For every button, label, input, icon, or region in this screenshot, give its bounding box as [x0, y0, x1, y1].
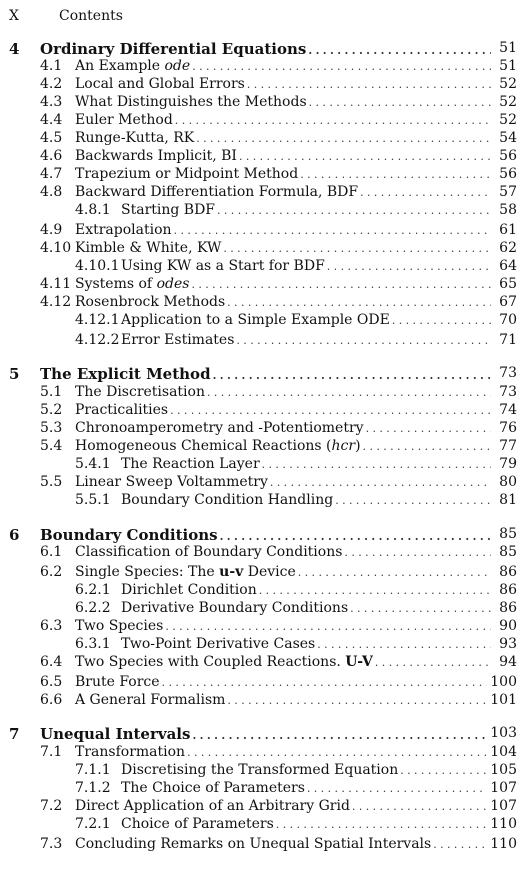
- toc-entry-title: Ordinary Differential Equations: [40, 40, 307, 58]
- toc-page-number: 80: [499, 474, 517, 490]
- dot-leader: [247, 78, 491, 91]
- toc-section-entry[interactable]: [0, 420, 531, 438]
- toc-entry-title: Dirichlet Condition: [121, 582, 257, 598]
- toc-entry-title: Chronoamperometry and -Potentiometry: [75, 420, 364, 436]
- dot-leader: [350, 602, 491, 615]
- toc-entry-title: Boundary Conditions: [40, 526, 218, 544]
- toc-subsection-entry[interactable]: [0, 202, 531, 220]
- toc-subsection-entry[interactable]: [0, 600, 531, 618]
- toc-page-number: 52: [499, 112, 517, 128]
- toc-entry-number: 4.5: [40, 130, 63, 146]
- toc-section-entry[interactable]: [0, 166, 531, 184]
- dot-leader: [174, 224, 491, 237]
- toc-entry-title: Homogeneous Chemical Reactions (hcr): [75, 438, 361, 454]
- toc-page-number: 73: [499, 384, 517, 400]
- toc-entry-number: 6.2.1: [75, 582, 111, 598]
- toc-section-entry[interactable]: [0, 474, 531, 492]
- dot-leader: [270, 476, 491, 489]
- toc-entry-title: Runge-Kutta, RK: [75, 130, 195, 146]
- toc-entry-title: Euler Method: [75, 112, 173, 128]
- toc-subsection-entry[interactable]: [0, 312, 531, 330]
- toc-section-entry[interactable]: [0, 94, 531, 112]
- toc-section-entry[interactable]: [0, 836, 531, 854]
- dot-leader: [170, 404, 491, 417]
- toc-chapter-entry[interactable]: [0, 526, 531, 544]
- toc-entry-number: 7.3: [40, 836, 63, 852]
- toc-section-entry[interactable]: [0, 438, 531, 456]
- toc-page-number: 57: [499, 184, 517, 200]
- toc-entry-title: Two Species: [75, 618, 164, 634]
- toc-section-entry[interactable]: [0, 674, 531, 692]
- toc-section-entry[interactable]: [0, 184, 531, 202]
- toc-entry-title: Backwards Implicit, BI: [75, 148, 237, 164]
- toc-entry-number: 4.10.1: [75, 258, 120, 274]
- toc-page-number: 85: [499, 544, 517, 560]
- toc-entry-title: Local and Global Errors: [75, 76, 245, 92]
- toc-page-number: 81: [499, 492, 517, 508]
- dot-leader: [298, 566, 491, 579]
- toc-entry-number: 4.1: [40, 58, 63, 74]
- dot-leader: [363, 440, 491, 453]
- dot-leader: [196, 132, 491, 145]
- toc-page-number: 52: [499, 94, 517, 110]
- toc-entry-title: Trapezium or Midpoint Method: [75, 166, 299, 182]
- toc-entry-number: 7.1: [40, 744, 63, 760]
- toc-entry-number: 4.12.1: [75, 312, 120, 328]
- dot-leader: [239, 150, 491, 163]
- toc-entry-title: Choice of Parameters: [121, 816, 274, 832]
- toc-entry-number: 5: [9, 365, 20, 383]
- toc-entry-number: 7.2.1: [75, 816, 111, 832]
- toc-entry-title: Direct Application of an Arbitrary Grid: [75, 798, 350, 814]
- toc-entry-number: 4.4: [40, 112, 63, 128]
- toc-page-number: 110: [490, 836, 517, 852]
- toc-page-number: 58: [499, 202, 517, 218]
- dot-leader: [259, 584, 491, 597]
- toc-page-number: 90: [499, 618, 517, 634]
- header-title: Contents: [59, 8, 123, 24]
- toc-page-number: 107: [490, 780, 517, 796]
- dot-leader: [352, 800, 487, 813]
- toc-entry-number: 5.1: [40, 384, 63, 400]
- dot-leader: [187, 746, 487, 759]
- toc-entry-number: 6.1: [40, 544, 63, 560]
- dot-leader: [220, 530, 491, 543]
- toc-entry-title: The Reaction Layer: [121, 456, 260, 472]
- dot-leader: [308, 44, 491, 57]
- dot-leader: [207, 386, 491, 399]
- toc-entry-number: 4.2: [40, 76, 63, 92]
- toc-chapter-entry[interactable]: [0, 365, 531, 383]
- toc-page-number: 70: [499, 312, 517, 328]
- toc-section-entry[interactable]: [0, 402, 531, 420]
- toc-section-entry[interactable]: [0, 112, 531, 130]
- toc-page-number: 51: [499, 40, 517, 56]
- toc-page-number: 52: [499, 76, 517, 92]
- toc-page-number: 93: [499, 636, 517, 652]
- toc-entry-number: 6.3.1: [75, 636, 111, 652]
- dot-leader: [227, 694, 487, 707]
- toc-entry-title: Concluding Remarks on Unequal Spatial Intervals: [75, 836, 432, 852]
- toc-section-entry[interactable]: [0, 240, 531, 258]
- toc-entry-number: 5.3: [40, 420, 63, 436]
- toc-entry-title: The Discretisation: [75, 384, 205, 400]
- toc-entry-title: Extrapolation: [75, 222, 172, 238]
- toc-page-number: 73: [499, 365, 517, 381]
- toc-entry-title: Using KW as a Start for BDF: [121, 258, 325, 274]
- dot-leader: [175, 114, 491, 127]
- toc-entry-number: 4.8.1: [75, 202, 111, 218]
- toc-section-entry[interactable]: [0, 692, 531, 710]
- toc-entry-title: Backward Differentiation Formula, BDF: [75, 184, 359, 200]
- toc-entry-title: Linear Sweep Voltammetry: [75, 474, 268, 490]
- toc-entry-title: Classification of Boundary Conditions: [75, 544, 343, 560]
- toc-entry-title: Application to a Simple Example ODE: [121, 312, 390, 328]
- toc-page-number: 65: [499, 276, 517, 292]
- toc-entry-number: 5.4: [40, 438, 63, 454]
- toc-entry-title: Discretising the Transformed Equation: [121, 762, 399, 778]
- toc-page-number: 86: [499, 564, 517, 580]
- toc-page-number: 100: [490, 674, 517, 690]
- dot-leader: [307, 782, 487, 795]
- toc-section-entry[interactable]: [0, 148, 531, 166]
- toc-section-entry[interactable]: [0, 294, 531, 312]
- toc-page-number: 67: [499, 294, 517, 310]
- dot-leader: [335, 494, 491, 507]
- toc-entry-number: 4.12: [40, 294, 72, 310]
- toc-entry-number: 6.6: [40, 692, 63, 708]
- toc-entry-number: 4.8: [40, 184, 63, 200]
- dot-leader: [165, 620, 491, 633]
- toc-page-number: 54: [499, 130, 517, 146]
- dot-leader: [217, 204, 491, 217]
- toc-page-number: 71: [499, 332, 517, 348]
- toc-page-number: 56: [499, 148, 517, 164]
- toc-section-entry[interactable]: [0, 58, 531, 76]
- toc-entry-title: Brute Force: [75, 674, 160, 690]
- dot-leader: [375, 656, 491, 669]
- toc-entry-title: The Explicit Method: [40, 365, 211, 383]
- toc-entry-title: The Choice of Parameters: [121, 780, 305, 796]
- dot-leader: [276, 818, 487, 831]
- toc-entry-number: 4.9: [40, 222, 63, 238]
- dot-leader: [236, 334, 491, 347]
- toc-page-number: 64: [499, 258, 517, 274]
- toc-section-entry[interactable]: [0, 222, 531, 240]
- toc-entry-title: A General Formalism: [75, 692, 226, 708]
- toc-entry-number: 4.6: [40, 148, 63, 164]
- toc-subsection-entry[interactable]: [0, 636, 531, 654]
- toc-page-number: 94: [499, 654, 517, 670]
- toc-page-number: 77: [499, 438, 517, 454]
- toc-entry-number: 4: [9, 40, 20, 58]
- toc-entry-number: 5.5.1: [75, 492, 111, 508]
- toc-page-number: 76: [499, 420, 517, 436]
- dot-leader: [360, 186, 491, 199]
- toc-page-number: 56: [499, 166, 517, 182]
- toc-entry-title: Systems of odes: [75, 276, 190, 292]
- dot-leader: [191, 278, 491, 291]
- dot-leader: [317, 638, 491, 651]
- toc-subsection-entry[interactable]: [0, 332, 531, 350]
- toc-subsection-entry[interactable]: [0, 258, 531, 276]
- toc-entry-number: 4.7: [40, 166, 63, 182]
- dot-leader: [366, 422, 491, 435]
- toc-entry-title: Rosenbrock Methods: [75, 294, 226, 310]
- dot-leader: [223, 242, 491, 255]
- toc-page-number: 85: [499, 526, 517, 542]
- dot-leader: [344, 546, 491, 559]
- toc-entry-title: Unequal Intervals: [40, 725, 191, 743]
- toc-entry-number: 7.2: [40, 798, 63, 814]
- toc-subsection-entry[interactable]: [0, 762, 531, 780]
- toc-entry-number: 6.2: [40, 564, 63, 580]
- toc-entry-number: 6.4: [40, 654, 63, 670]
- dot-leader: [227, 296, 491, 309]
- toc-subsection-entry[interactable]: [0, 816, 531, 834]
- toc-entry-title: An Example ode: [75, 58, 191, 74]
- toc-page-number: 86: [499, 582, 517, 598]
- toc-section-entry[interactable]: [0, 564, 531, 582]
- toc-page-number: 74: [499, 402, 517, 418]
- dot-leader: [327, 260, 491, 273]
- toc-entry-title: Two Species with Coupled Reactions. U-V: [75, 654, 373, 670]
- toc-section-entry[interactable]: [0, 276, 531, 294]
- toc-section-entry[interactable]: [0, 384, 531, 402]
- dot-leader: [162, 676, 487, 689]
- toc-entry-title: Error Estimates: [121, 332, 235, 348]
- toc-section-entry[interactable]: [0, 798, 531, 816]
- toc-entry-number: 7.1.1: [75, 762, 111, 778]
- toc-page-number: 61: [499, 222, 517, 238]
- toc-entry-title: Single Species: The u-v Device: [75, 564, 296, 580]
- toc-page-number: 79: [499, 456, 517, 472]
- toc-entry-number: 5.2: [40, 402, 63, 418]
- toc-subsection-entry[interactable]: [0, 492, 531, 510]
- toc-page-number: 110: [490, 816, 517, 832]
- toc-entry-title: Starting BDF: [121, 202, 216, 218]
- toc-entry-number: 5.4.1: [75, 456, 111, 472]
- toc-section-entry[interactable]: [0, 654, 531, 672]
- toc-entry-number: 5.5: [40, 474, 63, 490]
- toc-page-number: 101: [490, 692, 517, 708]
- dot-leader: [433, 838, 487, 851]
- dot-leader: [213, 369, 491, 382]
- toc-page-number: 105: [490, 762, 517, 778]
- toc-page-number: 103: [490, 725, 517, 741]
- toc-entry-number: 4.11: [40, 276, 72, 292]
- dot-leader: [300, 168, 491, 181]
- toc-page-number: 51: [499, 58, 517, 74]
- toc-page-number: 104: [490, 744, 517, 760]
- toc-subsection-entry[interactable]: [0, 780, 531, 798]
- toc-entry-title: What Distinguishes the Methods: [75, 94, 307, 110]
- dot-leader: [309, 96, 491, 109]
- toc-section-entry[interactable]: [0, 130, 531, 148]
- toc-entry-title: Boundary Condition Handling: [121, 492, 334, 508]
- toc-subsection-entry[interactable]: [0, 456, 531, 474]
- toc-entry-title: Two-Point Derivative Cases: [121, 636, 316, 652]
- toc-page-number: 86: [499, 600, 517, 616]
- header-page-letter: X: [9, 8, 19, 24]
- toc-entry-number: 7.1.2: [75, 780, 111, 796]
- toc-entry-number: 4.3: [40, 94, 63, 110]
- toc-entry-number: 4.10: [40, 240, 72, 256]
- toc-section-entry[interactable]: [0, 544, 531, 562]
- toc-entry-title: Kimble & White, KW: [75, 240, 222, 256]
- toc-chapter-entry[interactable]: [0, 725, 531, 743]
- toc-entry-number: 6: [9, 526, 20, 544]
- toc-chapter-entry[interactable]: [0, 40, 531, 58]
- toc-entry-title: Practicalities: [75, 402, 169, 418]
- toc-section-entry[interactable]: [0, 618, 531, 636]
- toc-entry-number: 6.5: [40, 674, 63, 690]
- dot-leader: [400, 764, 487, 777]
- toc-entry-number: 6.3: [40, 618, 63, 634]
- toc-subsection-entry[interactable]: [0, 582, 531, 600]
- toc-page-number: 62: [499, 240, 517, 256]
- toc-section-entry[interactable]: [0, 744, 531, 762]
- dot-leader: [262, 458, 491, 471]
- toc-entry-number: 7: [9, 725, 20, 743]
- toc-entry-title: Derivative Boundary Conditions: [121, 600, 349, 616]
- toc-entry-number: 4.12.2: [75, 332, 120, 348]
- toc-entry-number: 6.2.2: [75, 600, 111, 616]
- dot-leader: [192, 729, 487, 742]
- dot-leader: [192, 60, 491, 73]
- toc-section-entry[interactable]: [0, 76, 531, 94]
- toc-page-number: 107: [490, 798, 517, 814]
- toc-entry-title: Transformation: [75, 744, 186, 760]
- dot-leader: [392, 314, 491, 327]
